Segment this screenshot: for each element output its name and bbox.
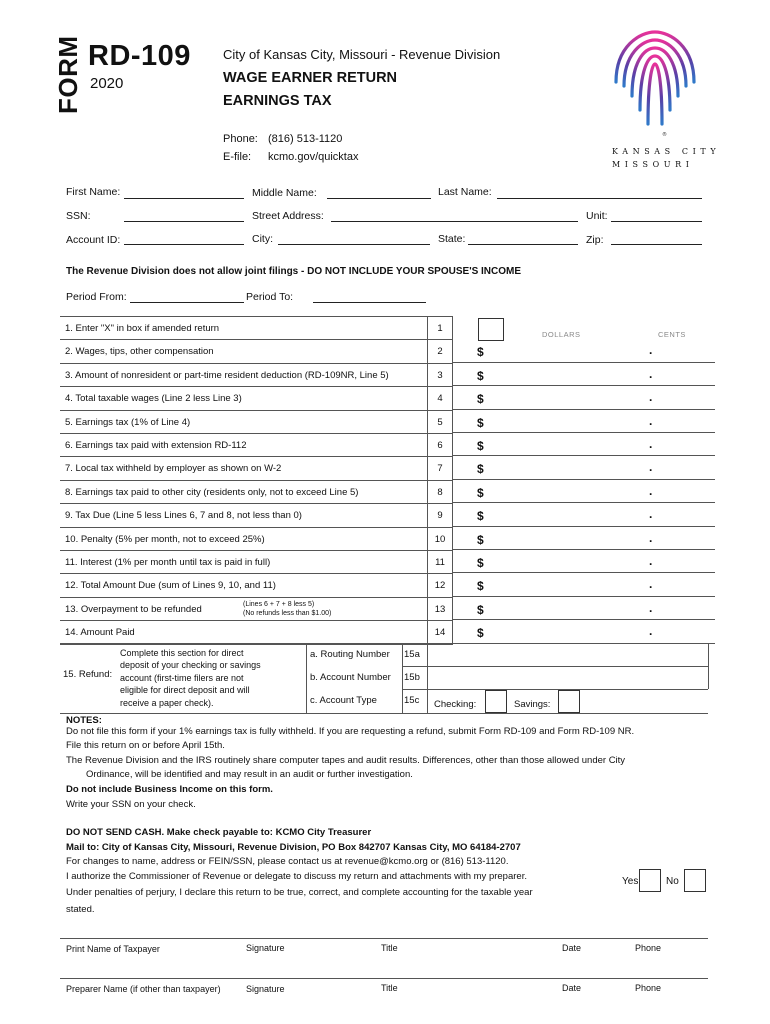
dollar-sign: $ <box>477 485 484 500</box>
preparer-signature-line[interactable] <box>60 978 708 979</box>
period-to-label: Period To: <box>246 291 294 303</box>
perjury-declaration-end: stated. <box>66 903 95 915</box>
yes-label: Yes <box>622 876 639 887</box>
ssn-field[interactable] <box>124 221 244 222</box>
period-from-field[interactable] <box>130 302 244 303</box>
unit-field[interactable] <box>611 221 702 222</box>
line-number: 10 <box>427 528 453 550</box>
routing-number-label: a. Routing Number <box>310 649 390 660</box>
authorize-yes-checkbox[interactable] <box>639 869 661 892</box>
line-number: 3 <box>427 364 453 386</box>
decimal-point: . <box>649 600 653 615</box>
line-14-row <box>60 621 453 644</box>
line-label: 2. Wages, tips, other compensation <box>65 346 214 358</box>
line-7-amount-field[interactable] <box>453 456 715 479</box>
refund-instruction-line: Complete this section for direct <box>120 648 244 658</box>
dollar-sign: $ <box>477 392 484 407</box>
decimal-point: . <box>649 483 653 498</box>
line-number: 13 <box>427 598 453 620</box>
checking-label: Checking: <box>434 699 477 710</box>
line-number: 14 <box>427 621 453 643</box>
mailing-section <box>66 826 606 918</box>
line-15c-number: 15c <box>404 695 420 706</box>
street-address-field[interactable] <box>331 221 578 222</box>
line-8-row <box>60 481 453 504</box>
line-13-note-2: (No refunds less than $1.00) <box>243 609 332 617</box>
notes-section <box>66 714 706 812</box>
form-title: WAGE EARNER RETURN <box>223 70 398 86</box>
form-code: RD-109 <box>88 40 191 72</box>
preparer-signature-label: Signature <box>246 984 285 994</box>
refund-instruction-line: account (first-time filers are not <box>120 672 244 683</box>
authorize-no-checkbox[interactable] <box>684 869 706 892</box>
line-number: 4 <box>427 387 453 409</box>
zip-label: Zip: <box>586 234 604 246</box>
savings-label: Savings: <box>514 699 551 710</box>
line-6-amount-field[interactable] <box>453 433 715 456</box>
line-13-note-1: (Lines 6 + 7 + 8 less 5) <box>243 600 315 608</box>
line-3-amount-field[interactable] <box>453 363 715 386</box>
line-13-amount-field[interactable] <box>453 597 715 620</box>
taxpayer-date-label: Date <box>562 943 582 953</box>
last-name-label: Last Name: <box>438 186 492 198</box>
taxpayer-signature-label: Signature <box>246 943 285 953</box>
no-label: No <box>666 876 679 887</box>
dollar-sign: $ <box>477 579 484 594</box>
period-from-label: Period From: <box>66 291 127 303</box>
dollar-sign: $ <box>477 368 484 383</box>
refund-instruction-line: eligible for direct deposit and will <box>120 685 250 696</box>
decimal-point: . <box>649 366 653 381</box>
preparer-authorization: I authorize the Commissioner of Revenue or delegate to discuss my return and attachments with my preparer. <box>66 870 527 882</box>
contact-changes: For changes to name, address or FEIN/SSN, please contact us at revenue@kcmo.org or (816) 513-1120. <box>66 856 509 868</box>
account-id-field[interactable] <box>124 244 244 245</box>
note-line: Do not include Business Income on this form. <box>66 783 273 795</box>
line-label: 6. Earnings tax paid with extension RD-112 <box>65 440 247 451</box>
decimal-point: . <box>649 507 653 522</box>
state-field[interactable] <box>468 244 578 245</box>
zip-field[interactable] <box>611 244 702 245</box>
line-number: 12 <box>427 574 453 596</box>
agency-name: City of Kansas City, Missouri - Revenue Division <box>223 47 501 62</box>
phone-value: (816) 513-1120 <box>268 133 343 145</box>
account-id-label: Account ID: <box>66 234 121 246</box>
preparer-title-label: Title <box>381 983 398 993</box>
note-line: The Revenue Division and the IRS routinely share computer tapes and audit results. Differences, other than those allowed under City <box>66 754 626 766</box>
line-label: 4. Total taxable wages (Line 2 less Line 3) <box>65 393 242 405</box>
dollar-sign: $ <box>477 439 484 453</box>
decimal-point: . <box>649 577 653 592</box>
line-number: 7 <box>427 457 453 479</box>
taxpayer-name-label: Print Name of Taxpayer <box>66 944 160 954</box>
refund-instructions <box>120 647 305 709</box>
dollar-sign: $ <box>477 532 484 547</box>
line-number: 8 <box>427 481 453 503</box>
mailing-address: Mail to: City of Kansas City, Missouri, Revenue Division, PO Box 842707 Kansas City, MO 64184-2707 <box>66 841 521 853</box>
line-label: 8. Earnings tax paid to other city (residents only, not to exceed Line 5) <box>65 486 359 498</box>
line-1-row <box>60 317 453 340</box>
city-field[interactable] <box>278 244 430 245</box>
svg-text:®: ® <box>662 132 667 138</box>
first-name-field[interactable] <box>124 198 244 199</box>
line-label: 12. Total Amount Due (sum of Lines 9, 10, and 11) <box>65 580 276 592</box>
line-label: 14. Amount Paid <box>65 627 135 639</box>
city-label: City: <box>252 233 273 245</box>
dollar-sign: $ <box>477 462 484 477</box>
middle-name-label: Middle Name: <box>252 187 317 199</box>
form-subtitle: EARNINGS TAX <box>223 93 332 109</box>
logo-text-line2: MISSOURI <box>612 160 694 169</box>
line-4-row <box>60 387 453 410</box>
decimal-point: . <box>649 390 653 405</box>
ssn-label: SSN: <box>66 210 91 222</box>
line-10-row <box>60 528 453 551</box>
form-label: FORM <box>53 35 83 114</box>
line-15b-number: 15b <box>404 672 420 683</box>
refund-row-rule <box>402 689 708 690</box>
line-12-row <box>60 574 453 597</box>
line-15a-number: 15a <box>404 649 420 660</box>
line-13-row <box>60 598 453 621</box>
notes-heading: NOTES: <box>66 715 102 726</box>
refund-section <box>60 643 708 713</box>
logo-text-line1: KANSAS CITY <box>612 147 721 156</box>
amended-return-checkbox[interactable] <box>478 318 504 341</box>
refund-instruction-line: deposit of your checking or savings <box>120 660 261 671</box>
note-line: Do not file this form if your 1% earnings tax is fully withheld. If you are requesting a refund, submit Form RD-109 and Form RD-109 NR. <box>66 725 635 737</box>
period-to-field[interactable] <box>313 302 426 303</box>
refund-label: 15. Refund: <box>63 669 113 680</box>
decimal-point: . <box>649 343 653 358</box>
line-label: 3. Amount of nonresident or part-time resident deduction (RD-109NR, Line 5) <box>65 369 389 381</box>
line-7-row <box>60 457 453 480</box>
dollar-sign: $ <box>477 345 484 360</box>
unit-label: Unit: <box>586 210 608 222</box>
preparer-date-label: Date <box>562 983 582 993</box>
no-cash-notice: DO NOT SEND CASH. Make check payable to: KCMO City Treasurer <box>66 827 372 838</box>
line-label: 10. Penalty (5% per month, not to exceed 25%) <box>65 533 265 545</box>
efile-link[interactable]: kcmo.gov/quicktax <box>268 151 359 163</box>
account-type-label: c. Account Type <box>310 695 377 706</box>
kansas-city-fountain-logo <box>610 24 700 144</box>
phone-label: Phone: <box>223 133 258 145</box>
cents-column-header: CENTS <box>658 330 686 339</box>
decimal-point: . <box>649 437 653 451</box>
line-8-amount-field[interactable] <box>453 480 715 503</box>
line-3-row <box>60 364 453 387</box>
line-2-amount-field[interactable] <box>453 339 715 362</box>
income-lines-table <box>60 316 453 644</box>
taxpayer-title-label: Title <box>381 943 398 953</box>
middle-name-field[interactable] <box>327 198 431 199</box>
line-5-amount-field[interactable] <box>453 410 715 433</box>
dollar-sign: $ <box>477 415 484 430</box>
preparer-name-label: Preparer Name (if other than taxpayer) <box>66 984 221 994</box>
line-4-amount-field[interactable] <box>453 386 715 409</box>
line-number: 2 <box>427 340 453 362</box>
taxpayer-signature-line[interactable] <box>60 938 708 939</box>
account-number-label: b. Account Number <box>310 672 391 683</box>
line-label: 13. Overpayment to be refunded <box>65 603 202 615</box>
refund-instruction-line: receive a paper check). <box>120 697 214 708</box>
dollars-column-header: DOLLARS <box>542 330 581 339</box>
dollar-sign: $ <box>477 602 484 617</box>
routing-number-field[interactable] <box>428 644 708 666</box>
line-9-row <box>60 504 453 527</box>
account-number-field[interactable] <box>428 667 708 689</box>
dollar-sign: $ <box>477 509 484 524</box>
line-label: 11. Interest (1% per month until tax is paid in full) <box>65 557 271 568</box>
line-10-amount-field[interactable] <box>453 527 715 550</box>
line-11-amount-field[interactable] <box>453 550 715 573</box>
line-5-row <box>60 411 453 434</box>
first-name-label: First Name: <box>66 186 121 198</box>
line-9-amount-field[interactable] <box>453 503 715 526</box>
note-line: Write your SSN on your check. <box>66 798 196 810</box>
joint-filing-notice: The Revenue Division does not allow joint filings - DO NOT INCLUDE YOUR SPOUSE'S INCOME <box>66 266 522 277</box>
decimal-point: . <box>649 530 653 545</box>
line-number: 6 <box>427 434 453 456</box>
line-label: 9. Tax Due (Line 5 less Lines 6, 7 and 8, not less than 0) <box>65 510 302 522</box>
taxpayer-phone-label: Phone <box>635 943 662 953</box>
street-address-label: Street Address: <box>252 210 324 222</box>
checking-checkbox[interactable] <box>485 690 507 713</box>
line-number: 1 <box>427 317 453 339</box>
line-label: 5. Earnings tax (1% of Line 4) <box>65 416 191 428</box>
last-name-field[interactable] <box>497 198 702 199</box>
line-2-row <box>60 340 453 363</box>
line-14-amount-field[interactable] <box>453 620 715 643</box>
line-11-row <box>60 551 453 574</box>
line-number: 11 <box>427 551 453 573</box>
dollar-sign: $ <box>477 556 484 570</box>
preparer-phone-label: Phone <box>635 983 662 993</box>
line-6-row <box>60 434 453 457</box>
efile-label: E-file: <box>223 151 252 163</box>
note-line: Ordinance, will be identified and may result in an audit or further investigation. <box>86 769 413 781</box>
form-year: 2020 <box>90 75 124 92</box>
decimal-point: . <box>649 624 653 639</box>
note-line: File this return on or before April 15th. <box>66 740 225 752</box>
line-13-note <box>243 600 331 618</box>
line-number: 9 <box>427 504 453 526</box>
line-label: 1. Enter "X" in box if amended return <box>65 323 220 334</box>
line-12-amount-field[interactable] <box>453 573 715 596</box>
refund-right-rule <box>708 643 709 689</box>
state-label: State: <box>438 233 466 245</box>
perjury-declaration: Under penalties of perjury, I declare this return to be true, correct, and complete accounting for the taxable year <box>66 887 533 899</box>
line-label: 7. Local tax withheld by employer as shown on W-2 <box>65 463 282 475</box>
decimal-point: . <box>649 413 653 428</box>
decimal-point: . <box>649 554 653 568</box>
line-number: 5 <box>427 411 453 433</box>
savings-checkbox[interactable] <box>558 690 580 713</box>
dollar-sign: $ <box>477 626 484 641</box>
decimal-point: . <box>649 460 653 475</box>
